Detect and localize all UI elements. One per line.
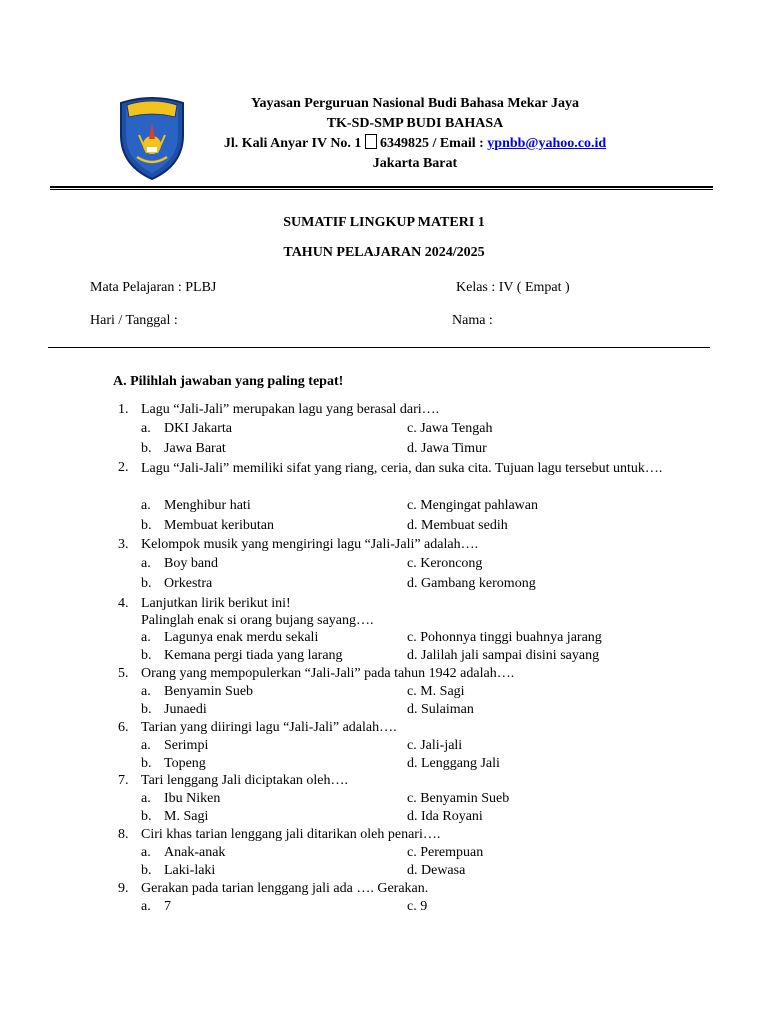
school-name: TK-SD-SMP BUDI BAHASA [326,116,504,131]
option-text: Anak-anak [164,845,226,860]
option-d: d. Lenggang Jali [407,756,500,771]
option-a [141,683,253,701]
city-line: Jakarta Barat [372,156,458,171]
option-b [141,440,226,458]
option-letter: a. [141,684,151,699]
option-a [141,420,232,438]
option-b [141,808,208,826]
option-text: Orkestra [164,576,213,591]
option-text: Lagunya enak merdu sekali [164,630,319,645]
option-d: d. Jawa Timur [407,441,487,456]
option-d: d. Dewasa [407,863,466,878]
option-c: c. Pohonnya tinggi buahnya jarang [407,630,602,645]
option-letter: a. [141,738,151,753]
question-number: 7. [118,773,129,788]
question-text: Lanjutkan lirik berikut ini! [141,596,291,611]
option-a [141,898,171,916]
option-text: Membuat keributan [164,518,275,533]
option-text: Benyamin Sueb [164,684,254,699]
address-line [70,134,760,154]
question-text: Lagu “Jali-Jali” merupakan lagu yang berasal dari…. [141,402,440,417]
option-c: c. Mengingat pahlawan [407,498,539,513]
option-b [141,575,212,593]
option-d: d. Ida Royani [407,809,483,824]
option-letter: a. [141,791,151,806]
address-text: Jl. Kali Anyar IV No. 1 [223,136,365,151]
header-divider-thin [50,189,713,190]
question-text: Orang yang mempopulerkan “Jali-Jali” pada tahun 1942 adalah…. [141,666,515,681]
option-c: c. Perempuan [407,845,484,860]
option-b [141,517,274,535]
academic-year: TAHUN PELAJARAN 2024/2025 [283,245,485,260]
question-number: 1. [118,402,129,417]
option-letter: b. [141,576,152,591]
subject-field: Mata Pelajaran : PLBJ [90,280,217,295]
option-b [141,862,215,880]
option-d: d. Jalilah jali sampai disini sayang [407,648,600,663]
option-letter: b. [141,702,152,717]
option-a [141,737,208,755]
question-number: 2. [118,460,129,475]
option-b [141,647,343,665]
option-b [141,701,207,719]
option-text: Menghibur hati [164,498,251,513]
option-letter: a. [141,845,151,860]
option-text: Jawa Barat [164,441,226,456]
phone-email-label: 6349825 / Email : [379,136,488,151]
section-a-instruction: A. Pilihlah jawaban yang paling tepat! [113,374,344,389]
option-text: 7 [164,899,171,914]
question-text: Ciri khas tarian lenggang jali ditarikan oleh penari…. [141,827,441,842]
option-text: DKI Jakarta [164,421,233,436]
date-field: Hari / Tanggal : [90,313,178,328]
question-text: Tari lenggang Jali diciptakan oleh…. [141,773,349,788]
option-d: d. Membuat sedih [407,518,508,533]
option-d: d. Sulaiman [407,702,474,717]
option-text: Kemana pergi tiada yang larang [164,648,343,663]
foundation-name: Yayasan Perguruan Nasional Budi Bahasa Mekar Jaya [250,96,579,111]
email-link[interactable]: ypnbb@yahoo.co.id [487,136,607,151]
option-c: c. Keroncong [407,556,483,571]
option-text: M. Sagi [164,809,209,824]
phone-icon [365,134,377,149]
option-c: c. M. Sagi [407,684,465,699]
option-letter: b. [141,648,152,663]
option-letter: b. [141,756,152,771]
option-text: Ibu Niken [164,791,221,806]
question-number: 6. [118,720,129,735]
question-text-continued: Palinglah enak si orang bujang sayang…. [141,613,374,628]
info-divider [48,347,710,348]
option-letter: a. [141,630,151,645]
option-letter: a. [141,556,151,571]
question-number: 9. [118,881,129,896]
option-c: c. Jawa Tengah [407,421,493,436]
option-a [141,790,220,808]
option-c: c. 9 [407,899,428,914]
option-letter: a. [141,899,151,914]
option-letter: b. [141,518,152,533]
option-letter: a. [141,498,151,513]
option-a [141,555,218,573]
option-text: Laki-laki [164,863,216,878]
option-text: Topeng [164,756,206,771]
option-d: d. Gambang keromong [407,576,536,591]
option-c: c. Jali-jali [407,738,463,753]
option-letter: a. [141,421,151,436]
option-text: Serimpi [164,738,209,753]
option-b [141,755,206,773]
option-letter: b. [141,863,152,878]
question-text: Gerakan pada tarian lenggang jali ada …. Gerakan. [141,881,429,896]
option-a [141,497,251,515]
header-divider [50,186,713,188]
option-c: c. Benyamin Sueb [407,791,510,806]
question-number: 5. [118,666,129,681]
question-number: 4. [118,596,129,611]
option-text: Junaedi [164,702,207,717]
option-letter: b. [141,441,152,456]
name-field: Nama : [452,313,493,328]
question-number: 8. [118,827,129,842]
option-letter: b. [141,809,152,824]
exam-title: SUMATIF LINGKUP MATERI 1 [283,215,485,230]
question-text: Kelompok musik yang mengiringi lagu “Jali-Jali” adalah…. [141,537,479,552]
question-number: 3. [118,537,129,552]
question-text: Lagu “Jali-Jali” memiliki sifat yang riang, ceria, dan suka cita. Tujuan lagu tersebut untuk…. [141,461,663,476]
question-text: Tarian yang diiringi lagu “Jali-Jali” adalah…. [141,720,397,735]
class-field: Kelas : IV ( Empat ) [456,280,570,295]
option-a [141,844,225,862]
option-text: Boy band [164,556,219,571]
option-a [141,629,318,647]
